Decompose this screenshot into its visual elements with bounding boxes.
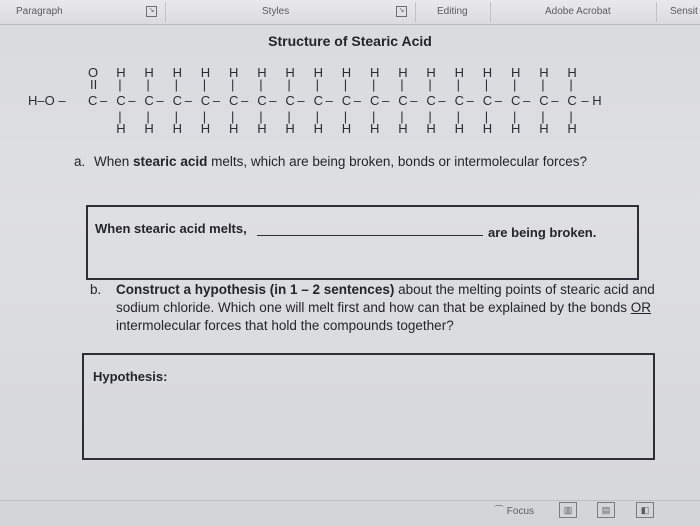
- formula-vertical-bond: |: [231, 109, 235, 124]
- question-b-underlined: OR: [630, 300, 652, 315]
- formula-hydrogen: H: [426, 121, 436, 136]
- formula-carbon: C: [229, 93, 239, 108]
- formula-vertical-bond: |: [118, 109, 122, 124]
- document-page[interactable]: [0, 25, 700, 500]
- formula-vertical-bond: |: [146, 77, 150, 92]
- formula-carbon: C: [370, 93, 380, 108]
- formula-vertical-bond: |: [146, 109, 150, 124]
- formula-hydrogen: H: [313, 65, 323, 80]
- question-b: [90, 281, 676, 335]
- formula-carbon: C: [341, 93, 352, 108]
- formula-hydrogen: H: [257, 65, 267, 80]
- question-a-bold: stearic acid: [133, 154, 208, 169]
- status-bar: [0, 500, 700, 526]
- formula-hydrogen: H: [482, 121, 493, 136]
- formula-hydrogen: H: [172, 65, 182, 80]
- question-a-text-before: When: [94, 154, 134, 169]
- formula-vertical-bond: |: [343, 77, 348, 92]
- formula-vertical-bond: |: [428, 77, 432, 92]
- formula-vertical-bond: |: [202, 109, 207, 124]
- ribbon-separator: [490, 2, 491, 22]
- formula-carbon: C: [426, 93, 436, 108]
- formula-hydrogen: H: [370, 121, 380, 136]
- formula-vertical-bond: |: [484, 77, 489, 92]
- formula-carbon: C: [482, 93, 493, 108]
- question-b-bold: Construct a hypothesis (in 1 – 2 sentences): [116, 282, 395, 297]
- formula-hydrogen: H: [398, 121, 408, 136]
- formula-hydrogen: H: [370, 65, 380, 80]
- focus-icon: ⌒: [494, 506, 504, 517]
- formula-vertical-bond: |: [484, 109, 489, 124]
- formula-hydrogen: H: [567, 65, 577, 80]
- paragraph-dialog-launcher-icon[interactable]: ↘: [146, 6, 157, 17]
- formula-vertical-bond: |: [372, 77, 376, 92]
- formula-carbon: C: [285, 93, 295, 108]
- hypothesis-box[interactable]: [82, 353, 655, 460]
- ribbon-group-sensitivity[interactable]: Sensit: [670, 6, 698, 17]
- question-a-text-after: melts, which are being broken, bonds or intermolecular forces?: [207, 154, 588, 169]
- formula-vertical-bond: |: [400, 77, 404, 92]
- question-b-text-2: intermolecular forces that hold the compounds together?: [116, 318, 454, 333]
- formula-hydrogen: H: [116, 121, 126, 136]
- formula-carbon: C: [313, 93, 323, 108]
- formula-hydrogen: H: [285, 121, 295, 136]
- question-b-text-1: about the melting points of stearic acid and sodium chloride. Which one will melt first and how can that be explained by the bonds: [116, 282, 655, 315]
- formula-vertical-bond: |: [202, 77, 207, 92]
- formula-right-group: – H: [581, 93, 602, 108]
- formula-hydrogen: H: [144, 65, 154, 80]
- formula-hydrogen: H: [426, 65, 436, 80]
- document-title: Structure of Stearic Acid: [268, 33, 432, 49]
- ribbon-separator: [165, 2, 166, 22]
- formula-hydrogen: H: [200, 121, 211, 136]
- formula-single-bond: –: [353, 93, 362, 108]
- formula-single-bond: –: [184, 93, 192, 108]
- formula-vertical-bond: |: [174, 77, 178, 92]
- formula-carbon: C: [539, 93, 549, 108]
- formula-hydrogen: H: [172, 121, 182, 136]
- formula-hydrogen: H: [567, 121, 577, 136]
- formula-carbon: C: [511, 93, 521, 108]
- hypothesis-label: Hypothesis:: [93, 369, 168, 384]
- focus-label: Focus: [506, 506, 535, 517]
- formula-hydrogen: H: [539, 121, 549, 136]
- formula-vertical-bond: |: [174, 109, 178, 124]
- formula-double-bond: II: [90, 77, 98, 92]
- formula-vertical-bond: |: [315, 77, 319, 92]
- formula-vertical-bond: |: [231, 77, 235, 92]
- formula-single-bond: –: [466, 93, 474, 108]
- formula-vertical-bond: |: [343, 109, 348, 124]
- ribbon-group-editing[interactable]: Editing: [437, 6, 468, 17]
- formula-vertical-bond: |: [259, 77, 263, 92]
- formula-oxygen: O: [88, 65, 99, 80]
- formula-single-bond: –: [551, 93, 559, 108]
- ribbon-group-paragraph[interactable]: Paragraph: [16, 6, 63, 17]
- ribbon-separator: [415, 2, 416, 22]
- formula-vertical-bond: |: [315, 109, 319, 124]
- formula-hydrogen: H: [229, 121, 239, 136]
- formula-hydrogen: H: [144, 121, 154, 136]
- formula-vertical-bond: |: [428, 109, 432, 124]
- formula-vertical-bond: |: [569, 109, 573, 124]
- formula-vertical-bond: |: [456, 77, 460, 92]
- formula-hydrogen: H: [229, 65, 239, 80]
- formula-hydrogen: H: [116, 65, 126, 80]
- ribbon-group-styles[interactable]: Styles: [262, 6, 290, 17]
- formula-carbon: C: [88, 93, 98, 108]
- formula-single-bond: –: [269, 93, 277, 108]
- formula-single-bond: –: [494, 93, 503, 108]
- formula-hydrogen: H: [257, 121, 267, 136]
- formula-hydrogen: H: [313, 121, 323, 136]
- formula-carbon: C: [398, 93, 408, 108]
- answer-box-a-trail: are being broken.: [488, 225, 597, 240]
- formula-left-group: H–O –: [28, 93, 66, 108]
- formula-vertical-bond: |: [400, 109, 404, 124]
- formula-hydrogen: H: [285, 65, 295, 80]
- ribbon-bar: [0, 0, 700, 25]
- formula-vertical-bond: |: [287, 109, 291, 124]
- formula-vertical-bond: |: [541, 109, 545, 124]
- styles-dialog-launcher-icon[interactable]: ↘: [396, 6, 407, 17]
- question-b-number: b.: [90, 282, 102, 297]
- formula-hydrogen: H: [454, 65, 464, 80]
- formula-hydrogen: H: [539, 65, 549, 80]
- formula-single-bond: –: [297, 93, 305, 108]
- answer-box-a[interactable]: [86, 205, 639, 280]
- formula-carbon: C: [567, 93, 577, 108]
- web-layout-icon[interactable]: ◧: [636, 502, 654, 518]
- formula-vertical-bond: |: [456, 109, 460, 124]
- formula-single-bond: –: [325, 93, 333, 108]
- formula-hydrogen: H: [398, 65, 408, 80]
- ribbon-separator: [656, 2, 657, 22]
- formula-vertical-bond: |: [513, 109, 517, 124]
- formula-single-bond: –: [212, 93, 221, 108]
- formula-hydrogen: H: [511, 65, 521, 80]
- formula-carbon: C: [454, 93, 464, 108]
- formula-vertical-bond: |: [569, 77, 573, 92]
- formula-single-bond: –: [156, 93, 164, 108]
- formula-single-bond: –: [241, 93, 249, 108]
- print-layout-icon[interactable]: ▤: [597, 502, 615, 518]
- formula-hydrogen: H: [200, 65, 211, 80]
- formula-single-bond: –: [523, 93, 531, 108]
- formula-carbon: C: [172, 93, 182, 108]
- formula-hydrogen: H: [454, 121, 464, 136]
- focus-button[interactable]: [494, 502, 534, 517]
- formula-vertical-bond: |: [372, 109, 376, 124]
- ribbon-group-adobe-acrobat[interactable]: Adobe Acrobat: [545, 6, 611, 17]
- formula-single-bond: –: [382, 93, 390, 108]
- formula-single-bond: –: [100, 93, 108, 108]
- formula-single-bond: –: [410, 93, 418, 108]
- formula-vertical-bond: |: [287, 77, 291, 92]
- stearic-acid-structural-formula: [28, 65, 668, 145]
- formula-hydrogen: H: [511, 121, 521, 136]
- formula-single-bond: –: [128, 93, 136, 108]
- formula-carbon: C: [144, 93, 154, 108]
- formula-single-bond: –: [438, 93, 446, 108]
- formula-vertical-bond: |: [541, 77, 545, 92]
- formula-carbon: C: [200, 93, 211, 108]
- formula-hydrogen: H: [482, 65, 493, 80]
- read-mode-icon[interactable]: ▥: [559, 502, 577, 518]
- formula-vertical-bond: |: [513, 77, 517, 92]
- formula-vertical-bond: |: [118, 77, 122, 92]
- answer-box-a-lead: When stearic acid melts,: [95, 221, 247, 236]
- question-a: [74, 153, 654, 170]
- formula-hydrogen: H: [341, 65, 352, 80]
- formula-vertical-bond: |: [259, 109, 263, 124]
- formula-carbon: C: [257, 93, 267, 108]
- formula-hydrogen: H: [341, 121, 352, 136]
- question-a-number: a.: [74, 154, 86, 169]
- formula-carbon: C: [116, 93, 126, 108]
- answer-blank-line[interactable]: [257, 235, 483, 236]
